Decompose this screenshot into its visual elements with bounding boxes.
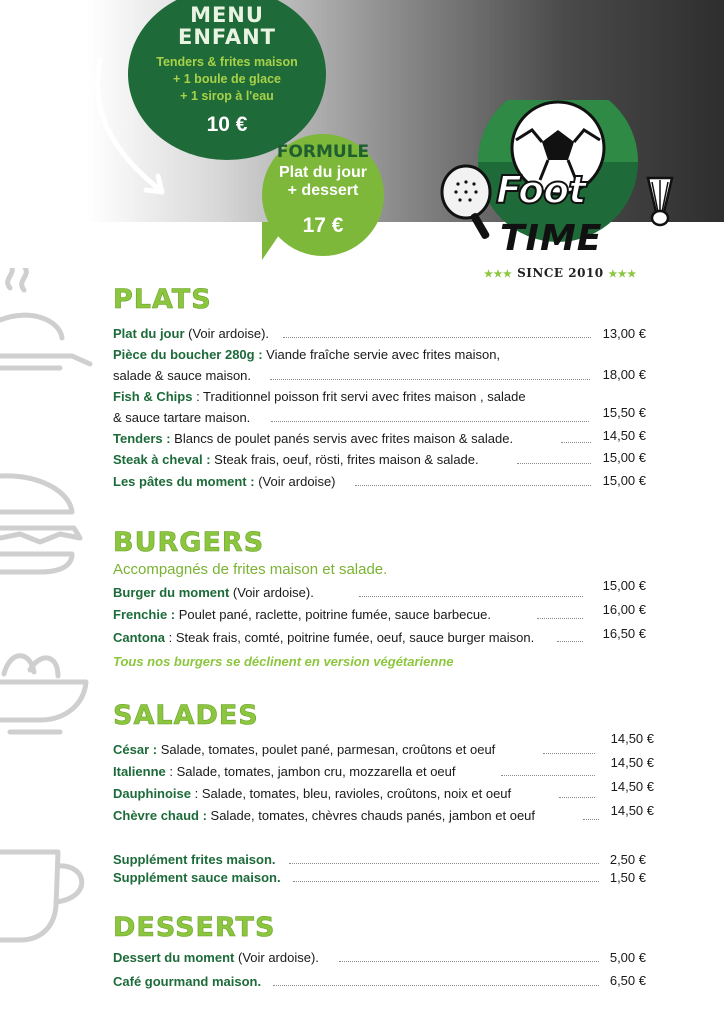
- dot-leader: [543, 753, 595, 754]
- menu-enfant-desc-line2: + 1 boule de glace: [172, 72, 282, 86]
- item-desc: (Voir ardoise): [254, 474, 336, 489]
- burgers-vegetarian-note: Tous nos burgers se déclinent en version végétarienne: [113, 654, 454, 669]
- dot-leader: [283, 337, 591, 338]
- plate-icon: [0, 268, 95, 388]
- item-price: 15,00 €: [602, 578, 646, 593]
- item-name: Café gourmand maison.: [113, 974, 262, 989]
- item-price: 15,00 €: [602, 450, 646, 465]
- logo-stars-right: ★★★: [608, 269, 637, 280]
- formule-bubble: [262, 134, 384, 256]
- item-price: 14,50 €: [610, 755, 654, 770]
- item-desc: Salade, tomates, chèvres chauds panés, jambon et oeuf: [206, 808, 536, 823]
- logo-since: [484, 266, 637, 280]
- dot-leader: [293, 881, 599, 882]
- formule-desc-line2: + dessert: [287, 182, 359, 199]
- item-desc: Blancs de poulet panés servis avec frites maison & salade.: [170, 431, 514, 446]
- item-name: Dessert du moment: [113, 950, 235, 965]
- item-name: Steak à cheval :: [113, 452, 211, 467]
- dot-leader: [359, 596, 583, 597]
- item-name: Dauphinoise: [113, 786, 192, 801]
- item-desc-line2: & sauce tartare maison.: [113, 410, 251, 425]
- formule-description: [262, 164, 384, 200]
- item-price: 5,00 €: [609, 950, 646, 965]
- item-price: 6,50 €: [609, 973, 646, 988]
- item-name: Supplément frites maison.: [113, 852, 276, 867]
- menu-enfant-title: [128, 4, 326, 48]
- item-name: Fish & Chips: [113, 389, 193, 404]
- item-name: Chèvre chaud :: [113, 808, 207, 823]
- burgers-subtitle: Accompagnés de frites maison et salade.: [113, 561, 388, 578]
- item-name: Les pâtes du moment :: [113, 474, 255, 489]
- item-desc: (Voir ardoise).: [229, 585, 314, 600]
- item-desc: (Voir ardoise).: [234, 950, 319, 965]
- section-title-burgers: BURGERS: [113, 527, 265, 558]
- menu-item-dauphinoise: [113, 786, 648, 801]
- dot-leader: [270, 379, 590, 380]
- padel-racket-icon: [442, 166, 490, 240]
- item-price: 14,50 €: [610, 803, 654, 818]
- coffee-cup-icon: [0, 846, 95, 951]
- item-name: Supplément sauce maison.: [113, 870, 281, 885]
- section-title-salades: SALADES: [113, 700, 259, 731]
- item-name: Italienne: [113, 764, 166, 779]
- menu-enfant-title-line2: ENFANT: [177, 25, 276, 49]
- dot-leader: [559, 797, 595, 798]
- item-price: 14,50 €: [610, 731, 654, 746]
- item-name: Plat du jour: [113, 326, 185, 341]
- dot-leader: [339, 961, 599, 962]
- formule-desc-line1: Plat du jour: [279, 164, 367, 181]
- item-desc: : Steak frais, comté, poitrine fumée, oeuf, sauce burger maison.: [165, 630, 535, 645]
- logo-text-foot: Foot: [496, 168, 586, 212]
- item-name: Pièce du boucher 280g :: [113, 347, 263, 362]
- item-name: César :: [113, 742, 158, 757]
- dot-leader: [289, 863, 599, 864]
- item-desc: Salade, tomates, poulet pané, parmesan, croûtons et oeuf: [157, 742, 496, 757]
- item-price: 16,50 €: [602, 626, 646, 641]
- menu-enfant-title-line1: MENU: [190, 3, 264, 27]
- shuttlecock-icon: [648, 178, 672, 225]
- dot-leader: [537, 618, 583, 619]
- item-price: 14,50 €: [610, 779, 654, 794]
- item-price: 16,00 €: [602, 602, 646, 617]
- menu-item-italienne: [113, 764, 648, 779]
- menu-enfant-desc-line3: + 1 sirop à l'eau: [180, 89, 274, 103]
- item-price: 14,50 €: [602, 428, 646, 443]
- logo-since-text: SINCE 2010: [517, 266, 604, 280]
- item-price: 2,50 €: [609, 852, 646, 867]
- formule-price: 17 €: [302, 214, 344, 237]
- menu-item-fish-and-chips: [113, 389, 648, 404]
- menu-item-chevre-chaud: [113, 808, 648, 823]
- item-price: 15,00 €: [602, 473, 646, 488]
- item-name: Cantona: [113, 630, 165, 645]
- salad-bowl-icon: [0, 646, 100, 736]
- item-desc: Poulet pané, raclette, poitrine fumée, sauce barbecue.: [175, 607, 491, 622]
- menu-enfant-desc-line1: Tenders & frites maison: [156, 55, 298, 69]
- dot-leader: [501, 775, 595, 776]
- item-desc: : Salade, tomates, bleu, ravioles, croûtons, noix et oeuf: [191, 786, 512, 801]
- item-price: 18,00 €: [602, 367, 646, 382]
- dot-leader: [273, 985, 599, 986]
- item-desc: : Traditionnel poisson frit servi avec frites maison , salade: [192, 389, 526, 404]
- item-desc-line2: salade & sauce maison.: [113, 368, 252, 383]
- item-desc: : Salade, tomates, jambon cru, mozzarella et oeuf: [165, 764, 456, 779]
- logo-text-time: TIME: [500, 218, 603, 259]
- section-title-plats: PLATS: [113, 284, 212, 315]
- menu-enfant-description: [128, 54, 326, 105]
- item-name: Burger du moment: [113, 585, 230, 600]
- item-price: 15,50 €: [602, 405, 646, 420]
- item-desc: Viande fraîche servie avec frites maison,: [262, 347, 501, 362]
- formule-title: FORMULE: [276, 142, 370, 162]
- item-desc: (Voir ardoise).: [184, 326, 270, 341]
- section-title-desserts: DESSERTS: [113, 912, 276, 943]
- menu-item-cesar: [113, 742, 648, 757]
- logo-stars-left: ★★★: [484, 269, 513, 280]
- dot-leader: [557, 641, 583, 642]
- item-price: 13,00 €: [602, 326, 646, 341]
- dot-leader: [355, 485, 591, 486]
- item-name: Frenchie :: [113, 607, 176, 622]
- dot-leader: [271, 421, 589, 422]
- menu-enfant-price: 10 €: [206, 113, 248, 136]
- item-price: 1,50 €: [609, 870, 646, 885]
- burger-icon: [0, 472, 90, 582]
- menu-enfant-bubble: [128, 0, 326, 160]
- menu-item-piece-du-boucher: [113, 347, 648, 362]
- item-desc: Steak frais, oeuf, rösti, frites maison & salade.: [210, 452, 479, 467]
- item-name: Tenders :: [113, 431, 171, 446]
- dot-leader: [583, 819, 599, 820]
